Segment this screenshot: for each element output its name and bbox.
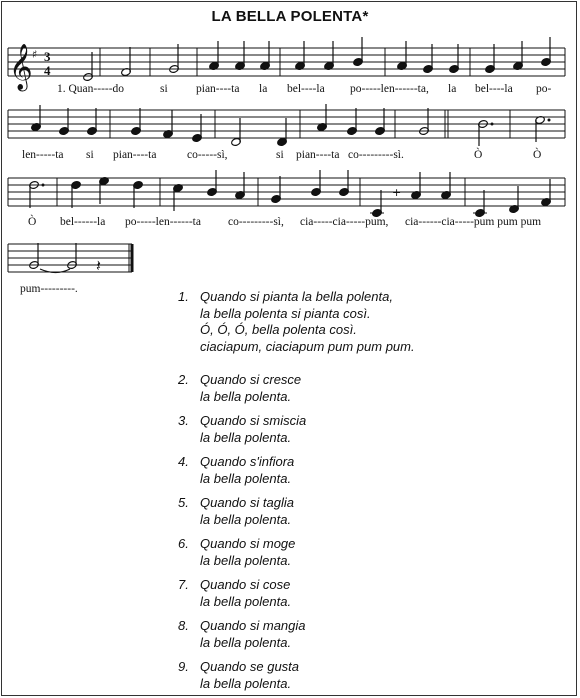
verse-line: Quando se gusta (200, 659, 300, 674)
lyric-1-1: 1. Quan-----do (57, 83, 125, 95)
verse-line: la bella polenta si pianta così. (200, 305, 371, 321)
verse-line: la bella polenta. (200, 552, 292, 568)
verse-8 (178, 618, 306, 651)
lyric-2-4: co-----sì, (187, 149, 228, 161)
verse-line: Quando si cose (200, 577, 291, 592)
lyric-3-5: cia-----cia-----pum, (300, 216, 389, 228)
verse-line: Ó, Ó, Ó, bella polenta così. (200, 322, 357, 337)
verse-5 (178, 495, 294, 528)
verse-line: la bella polenta. (200, 675, 292, 691)
verse-number: 1. (178, 289, 189, 304)
verse-6 (178, 536, 295, 569)
lyric-3-4: co---------sì, (228, 216, 284, 228)
song-title: LA BELLA POLENTA* (211, 8, 369, 25)
lyric-1-8: bel----la (475, 83, 513, 95)
verse-1 (178, 289, 415, 355)
verse-number: 6. (178, 536, 189, 551)
verse-line: Quando si moge (200, 536, 296, 551)
verse-7 (178, 577, 291, 610)
lyric-2-1: len-----ta (22, 149, 64, 161)
verse-line: la bella polenta. (200, 634, 292, 650)
lyric-2-6: pian----ta (296, 149, 340, 161)
verse-number: 4. (178, 454, 189, 469)
lyric-3-6: cia------cia-----pum pum pum (405, 216, 542, 228)
lyric-4-1: pum---------. (20, 283, 78, 295)
verse-line: Quando si smiscia (200, 413, 307, 428)
verse-line: la bella polenta. (200, 470, 292, 486)
verse-line: la bella polenta. (200, 511, 292, 527)
lyric-2-7: co---------sì. (348, 149, 404, 161)
lyric-1-7: la (448, 83, 457, 95)
lyric-1-4: la (259, 83, 268, 95)
verse-9 (178, 659, 299, 692)
svg-text:4: 4 (44, 63, 51, 78)
verse-line: Quando si cresce (200, 372, 302, 387)
verse-line: Quando si taglia (200, 495, 294, 510)
staff-4 (0, 238, 580, 278)
verse-line: Quando s'infiora (200, 454, 295, 469)
verse-line: Quando si pianta la bella polenta, (200, 289, 393, 304)
svg-text:♯: ♯ (32, 48, 38, 61)
verse-number: 8. (178, 618, 189, 633)
lyric-1-2: si (160, 83, 168, 95)
svg-text:𝄽: 𝄽 (96, 256, 101, 275)
verse-number: 9. (178, 659, 189, 674)
svg-text:+: + (392, 186, 402, 199)
verse-3 (178, 413, 306, 446)
verse-line: la bella polenta. (200, 388, 292, 404)
lyric-1-3: pian----ta (196, 83, 240, 95)
lyric-2-8: Ò (474, 149, 483, 161)
verse-number: 5. (178, 495, 189, 510)
lyric-2-9: Ò (533, 149, 542, 161)
lyric-1-9: po- (536, 83, 552, 95)
verse-number: 3. (178, 413, 189, 428)
lyric-3-2: bel------la (60, 216, 106, 228)
verse-number: 7. (178, 577, 189, 592)
lyric-2-2: si (86, 149, 94, 161)
verse-line: la bella polenta. (200, 593, 292, 609)
lyric-1-6: po-----len------ta, (350, 83, 429, 95)
verse-number: 2. (178, 372, 189, 387)
verse-2 (178, 372, 301, 405)
lyric-1-5: bel----la (287, 83, 325, 95)
lyric-2-5: si (276, 149, 284, 161)
lyric-3-1: Ò (28, 216, 37, 228)
svg-text:3: 3 (44, 49, 51, 64)
verse-line: la bella polenta. (200, 429, 292, 445)
verse-line: ciaciapum, ciaciapum pum pum pum. (200, 338, 415, 354)
lyric-2-3: pian----ta (113, 149, 157, 161)
svg-text:𝄞: 𝄞 (9, 44, 33, 90)
verse-4 (178, 454, 294, 487)
lyric-3-3: po-----len------ta (125, 216, 201, 228)
verse-line: Quando si mangia (200, 618, 306, 633)
